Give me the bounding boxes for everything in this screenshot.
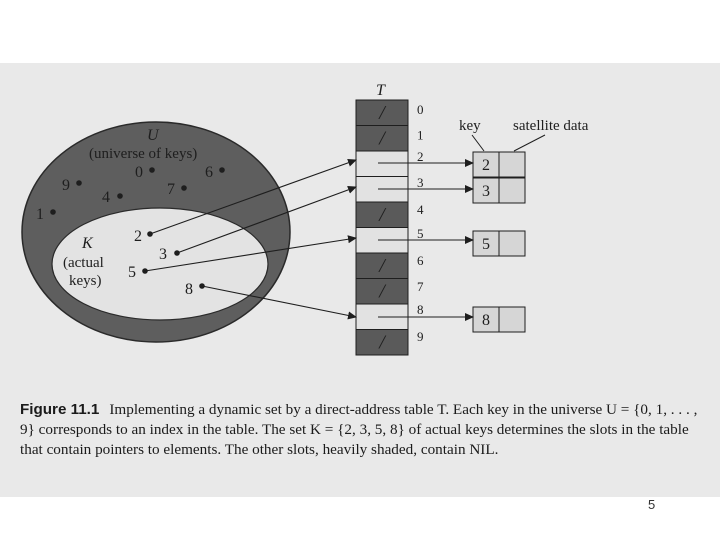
- table-slot-4: [356, 202, 424, 228]
- universe-label: U: [147, 127, 159, 144]
- slot-index: 3: [417, 175, 424, 190]
- element-box-3: [473, 178, 525, 203]
- table-slot-9: [356, 329, 424, 355]
- nil-slash: /: [379, 204, 385, 226]
- element-box-8: [473, 307, 525, 332]
- svg-text:7: 7: [167, 181, 175, 198]
- svg-text:0: 0: [135, 164, 143, 181]
- svg-text:4: 4: [102, 189, 110, 206]
- slot-index: 2: [417, 149, 424, 164]
- svg-text:5: 5: [128, 264, 136, 281]
- slide-number: 5: [648, 497, 656, 512]
- table-slot-8: [356, 302, 424, 330]
- table-slot-0: [356, 100, 424, 126]
- figure-label: Figure 11.1: [20, 401, 100, 418]
- svg-text:8: 8: [185, 281, 193, 298]
- element-key: 3: [482, 183, 490, 200]
- table-slot-1: [356, 126, 424, 152]
- slot-index: 6: [417, 253, 424, 268]
- nil-slash: /: [379, 127, 385, 150]
- caption-text: Implementing a dynamic set by a direct-address table T. Each key in the universe U = {0, 1, . . . , 9} corresponds to an index in the table. The set K = {2, 3, 5, 8} of actual keys determines the slots in the table that contain pointers to elements. The other slots, heavily shaded, contain NIL.: [20, 401, 698, 458]
- svg-text:1: 1: [36, 206, 44, 223]
- nil-slash: /: [379, 331, 385, 354]
- svg-text:9: 9: [62, 177, 70, 194]
- slot-index: 0: [417, 102, 424, 117]
- slot-index: 4: [417, 202, 424, 217]
- slot-index: 9: [417, 329, 424, 344]
- table-slot-6: [356, 253, 424, 279]
- set-description-line1: (actual: [63, 255, 104, 271]
- table-slot-7: [356, 279, 424, 305]
- slot-index: 1: [417, 127, 424, 143]
- element-key: 5: [482, 236, 490, 253]
- universe-description: (universe of keys): [89, 146, 198, 162]
- slot-index: 8: [417, 302, 424, 317]
- svg-text:6: 6: [205, 164, 213, 181]
- nil-slash: /: [379, 280, 385, 303]
- element-key: 2: [482, 157, 490, 174]
- element-box-2: [473, 152, 525, 177]
- nil-slash: /: [379, 102, 385, 124]
- set-label: K: [82, 235, 93, 252]
- element-box-5: [473, 231, 525, 256]
- table-label: T: [376, 82, 385, 99]
- svg-text:3: 3: [159, 246, 167, 263]
- figure-caption: [20, 400, 710, 460]
- key-header-leader: [472, 135, 484, 151]
- satellite-header-leader: [514, 135, 545, 151]
- key-header: key: [459, 118, 481, 134]
- slot-index: 7: [417, 279, 424, 294]
- nil-slash: /: [379, 255, 385, 277]
- element-key: 8: [482, 312, 490, 329]
- slot-index: 5: [417, 226, 424, 241]
- svg-text:2: 2: [134, 228, 142, 245]
- satellite-data-header: satellite data: [513, 118, 589, 134]
- set-description-line2: keys): [69, 273, 102, 289]
